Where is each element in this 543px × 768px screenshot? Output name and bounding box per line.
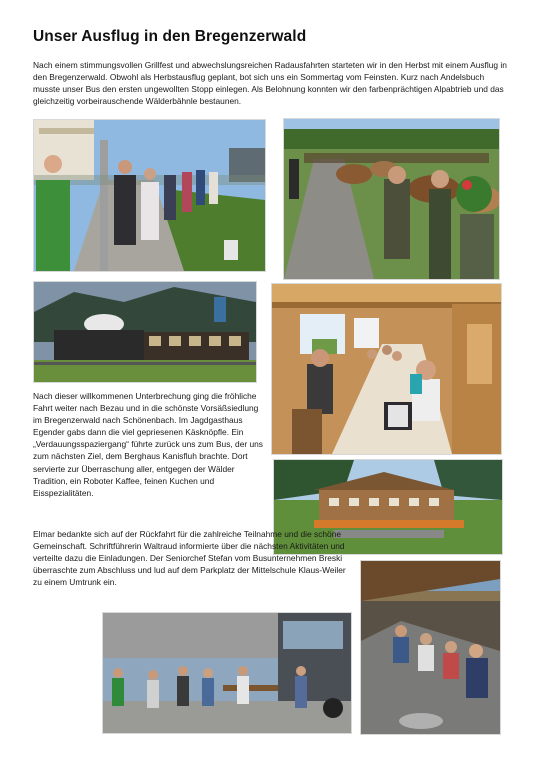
photo-seated-group-outdoor [360,560,501,735]
ending-paragraph: Elmar bedankte sich auf der Rückfahrt für die zahlreiche Teilnahme und die schöne Gemeinschaft. Schriftführerin Waltraud informierte über die nächsten Aktivitäten und verteilte dazu die Einladungen. Der Seniorchef Stefan vom Busunternehmen Breski überraschte zum Abschluss und lud auf dem Parkplatz der Mittelschule Klaus-Weiler zu einem Umtrunk ein. [33,529,346,588]
middle-paragraph: Nach dieser willkommenen Unterbrechung ging die fröhliche Fahrt weiter nach Bezau und in die schönste Vorsäßsiedlung im Bregenzerwald nach Schönenbach. Im Jagdgasthaus Egender gabs dann die viel gepriesenen Käsknöpfle. Ein „Verdauungsspaziergang“ führte zurück uns zum Bus, der uns zum nächsten Ziel, dem Berghaus Kanisfluh brachte. Dort servierte zur Überraschung aller, entgegen der Wälder Tradition, ein Roboter Kaffee, feinen Kuchen und Eisspezialitäten. [33,391,263,498]
photo-jagdgasthaus-dining [271,283,502,455]
intro-paragraph: Nach einem stimmungsvollen Grillfest und abwechslungsreichen Radausfahrten starteten wir in den Herbst mit einem Ausflug in den Bregenzerwald. Obwohl als Herbstausflug geplant, bot sich uns ein Sommertag vom Feinsten. Kurz nach Andelsbuch musste unser Bus den ersten ungewollten Stopp einlegen. Als Belohnung konnten wir den farbenprächtigen Alpabtrieb und das gleichzeitig vorbeirauschende Wälderbähnle bestaunen. [33,60,507,107]
photo-alpabtrieb-cattle [283,118,500,280]
photo-group-on-roadside [33,119,266,272]
article-title: Unser Ausflug in den Bregenzerwald [33,28,307,45]
photo-waelderbaehnle-train [33,281,257,383]
photo-umtrunk-at-bus [102,612,352,734]
